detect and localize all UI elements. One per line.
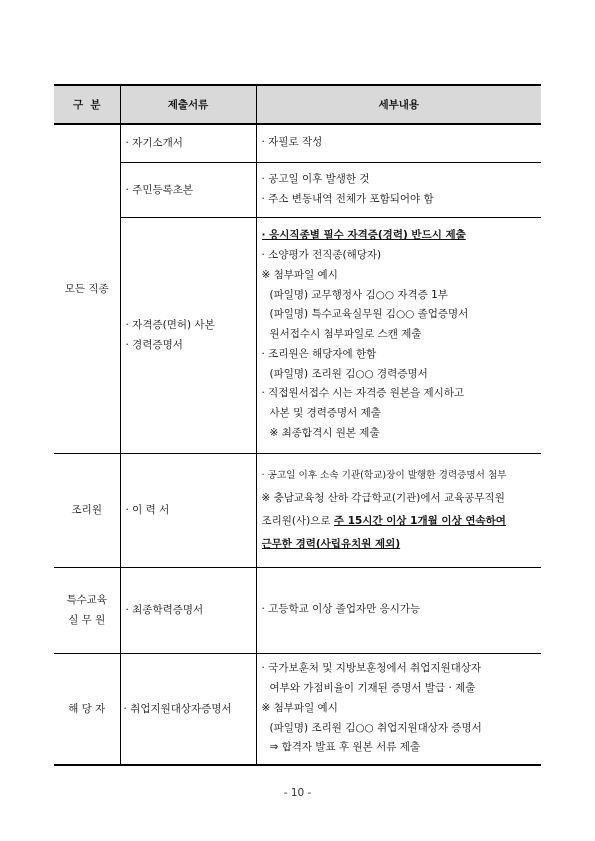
category-cook: 조리원 xyxy=(54,453,120,567)
doc-resume: · 이 력 서 xyxy=(120,453,256,567)
category-line: 특수교육 xyxy=(66,594,108,606)
table-row xyxy=(54,567,541,653)
doc-license-career xyxy=(120,217,256,453)
page-number: - 10 - xyxy=(283,787,312,799)
details-resume xyxy=(256,453,541,567)
detail-line: · 공고일 이후 발생한 것 xyxy=(261,172,370,185)
details-employment-support xyxy=(256,653,541,765)
detail-line xyxy=(262,510,538,533)
doc-line: · 경력증명서 xyxy=(125,339,183,351)
detail-line: ※ 첨부파일 예시 xyxy=(261,701,338,714)
detail-line: (파일명) 조리원 김○○ 경력증명서 xyxy=(269,367,428,380)
doc-self-intro: · 자기소개서 xyxy=(120,124,256,162)
detail-line: · 응시직종별 필수 자격증(경력) 반드시 제출 xyxy=(261,229,466,242)
detail-line: · 조리원은 해당자에 한함 xyxy=(261,347,377,360)
category-all: 모든 직종 xyxy=(54,124,120,453)
category-special-education xyxy=(54,567,120,653)
detail-line: · 직접원서접수 시는 자격증 원본을 제시하고 xyxy=(261,387,465,400)
header-category: 구 분 xyxy=(54,85,120,124)
detail-line: (파일명) 교무행정사 김○○ 자격증 1부 xyxy=(269,288,448,301)
detail-line: · 소양평가 전직종(해당자) xyxy=(261,248,382,261)
doc-resident-abstract: · 주민등록초본 xyxy=(120,162,256,217)
detail-line: ⇒ 합격자 발표 후 원본 서류 제출 xyxy=(269,741,421,754)
header-documents: 제출서류 xyxy=(120,85,256,124)
detail-line: 사본 및 경력증명서 제출 xyxy=(269,407,381,420)
details-self-intro xyxy=(256,124,541,162)
detail-line: 원서접수시 첨부파일로 스캔 제출 xyxy=(269,328,422,341)
doc-line: · 자격증(면허) 사본 xyxy=(125,319,215,331)
detail-line: 여부와 가점비율이 기재된 증명서 발급 · 제출 xyxy=(269,682,476,695)
submission-documents-table xyxy=(54,84,541,766)
detail-line: · 국가보훈처 및 지방보훈청에서 취업지원대상자 xyxy=(261,662,482,675)
table-row xyxy=(54,162,541,217)
detail-line: (파일명) 특수교육실무원 김○○ 졸업증명서 xyxy=(269,308,469,321)
category-eligible: 해 당 자 xyxy=(54,653,120,765)
details-license-career xyxy=(256,217,541,453)
table-row xyxy=(54,453,541,567)
detail-line: 근무한 경력(사립유치원 제외) xyxy=(261,538,401,550)
detail-line: · 공고일 이후 소속 기관(학교)장이 발행한 경력증명서 첨부 xyxy=(261,470,507,481)
detail-line: ※ 최종합격시 원본 제출 xyxy=(269,427,380,440)
table-row xyxy=(54,217,541,453)
header-details: 세부내용 xyxy=(256,85,541,124)
details-resident-abstract xyxy=(256,162,541,217)
detail-text: 조리원(사)으로 xyxy=(261,515,334,527)
table-row xyxy=(54,124,541,162)
doc-employment-support: · 취업지원대상자증명서 xyxy=(120,653,256,765)
detail-line: ※ 첨부파일 예시 xyxy=(261,268,338,281)
detail-line: (파일명) 조리원 김○○ 취업지원대상자 증명서 xyxy=(269,721,482,734)
detail-line: · 주소 변동내역 전체가 포함되어야 함 xyxy=(261,192,434,205)
detail-line: · 자필로 작성 xyxy=(261,136,323,149)
detail-line: ※ 충남교육청 산하 각급학교(기관)에서 교육공무직원 xyxy=(261,492,505,504)
details-final-education xyxy=(256,567,541,653)
table-header-row xyxy=(54,85,541,124)
table-row xyxy=(54,653,541,765)
doc-final-education: · 최종학력증명서 xyxy=(120,567,256,653)
detail-emphasis: 주 15시간 이상 1개월 이상 연속하여 xyxy=(333,515,506,527)
detail-line: · 고등학교 이상 졸업자만 응시가능 xyxy=(261,603,421,616)
category-line: 실 무 원 xyxy=(68,614,106,626)
